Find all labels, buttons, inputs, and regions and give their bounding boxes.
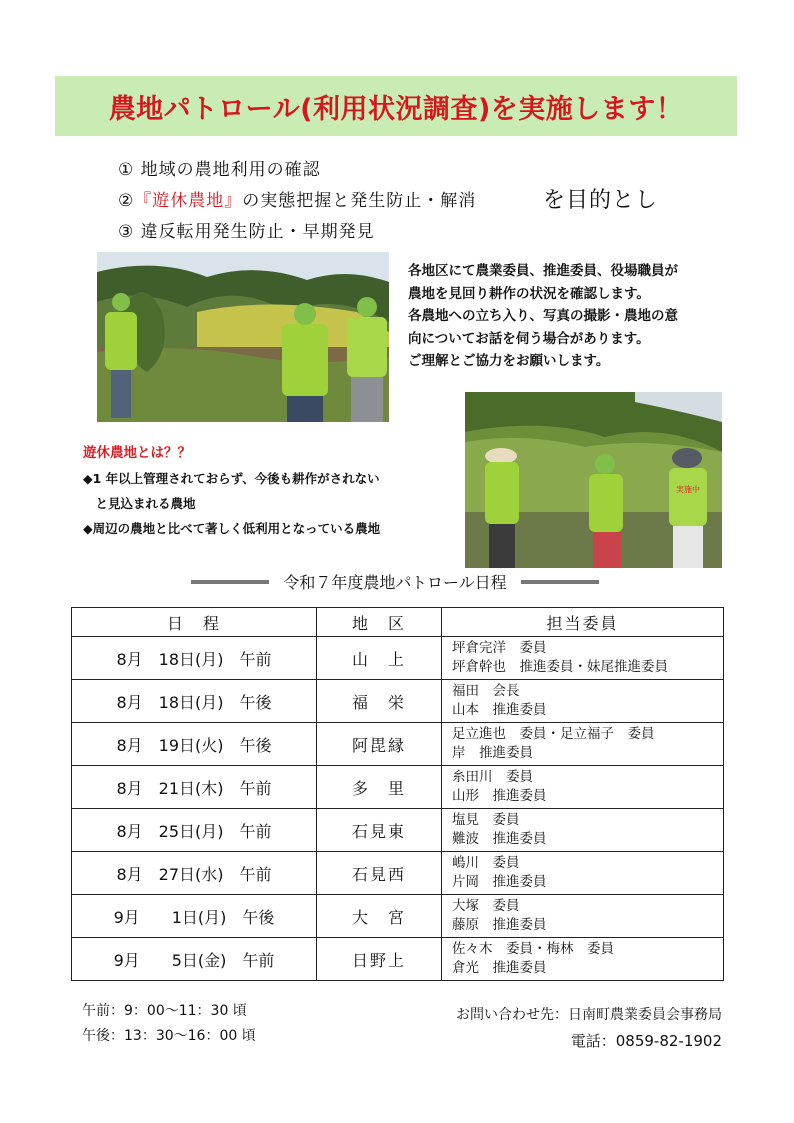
row-members [442, 809, 724, 852]
member-line: 大塚 委員 [452, 898, 520, 914]
row-members [442, 680, 724, 723]
table-row [72, 938, 724, 981]
row-date: 9月 5日(金) 午前 [72, 938, 317, 981]
member-line: 足立進也 委員・足立福子 委員 [452, 726, 655, 742]
table-header-row [72, 608, 724, 637]
page-title: 農地パトロール(利用状況調査)を実施します！ [108, 93, 684, 125]
member-line: 片岡 推進委員 [452, 874, 547, 890]
contact-phone: 電話：0859-82-1902 [570, 1032, 722, 1050]
header-members: 担当委員 [442, 608, 724, 637]
title-banner [55, 76, 737, 136]
patrol-photo-2 [465, 392, 722, 568]
time-am: 午前：9：00～11：30 頃 [82, 1003, 247, 1019]
intro-line: 向についてお話を伺う場合があります。 [408, 330, 650, 347]
table-row [72, 723, 724, 766]
purpose-text: の実態把握と発生防止・解消 [242, 191, 477, 211]
row-date: 8月 21日(木) 午前 [72, 766, 317, 809]
idle-farmland-line: と見込まれる農地 [83, 496, 196, 511]
table-row [72, 680, 724, 723]
heading-rule-left [191, 580, 269, 584]
intro-text [408, 260, 768, 373]
heading-rule-right [521, 580, 599, 584]
idle-farmland-line: ◆1 年以上管理されておらず、今後も耕作がされない [83, 471, 380, 486]
member-line: 佐々木 委員・梅林 委員 [452, 941, 614, 957]
purpose-3 [118, 217, 375, 242]
member-line: 坪倉幹也 推進委員・妹尾推進委員 [452, 659, 668, 675]
purpose-1 [118, 155, 321, 180]
table-row [72, 852, 724, 895]
purpose-text: 違反転用発生防止・早期発見 [140, 222, 375, 242]
table-row [72, 809, 724, 852]
row-members [442, 723, 724, 766]
row-area: 大 宮 [317, 895, 442, 938]
member-line: 糸田川 委員 [452, 769, 533, 785]
member-line: 難波 推進委員 [452, 831, 547, 847]
intro-line: 農地を見回り耕作の状況を確認します。 [408, 285, 650, 302]
row-members [442, 766, 724, 809]
table-row [72, 637, 724, 680]
vest-label: 実施中 [676, 485, 700, 494]
member-line: 嶋川 委員 [452, 855, 520, 871]
time-pm: 午後：13：30～16：00 頃 [82, 1028, 256, 1044]
row-area: 多 里 [317, 766, 442, 809]
row-area: 阿毘縁 [317, 723, 442, 766]
member-line: 藤原 推進委員 [452, 917, 547, 933]
table-row [72, 895, 724, 938]
row-members [442, 637, 724, 680]
row-area: 福 栄 [317, 680, 442, 723]
row-date: 8月 19日(火) 午後 [72, 723, 317, 766]
purpose-number: ③ [118, 222, 135, 242]
row-members [442, 852, 724, 895]
row-area: 石見東 [317, 809, 442, 852]
header-area: 地 区 [317, 608, 442, 637]
row-date: 9月 1日(月) 午後 [72, 895, 317, 938]
row-area: 石見西 [317, 852, 442, 895]
purpose-highlight: 『遊休農地』 [134, 191, 243, 211]
row-date: 8月 27日(水) 午前 [72, 852, 317, 895]
intro-line: 各地区にて農業委員、推進委員、役場職員が [408, 263, 678, 279]
row-date: 8月 25日(月) 午前 [72, 809, 317, 852]
member-line: 塩見 委員 [452, 812, 520, 828]
schedule-table [71, 607, 724, 981]
row-date: 8月 18日(月) 午後 [72, 680, 317, 723]
member-line: 坪倉完洋 委員 [452, 640, 547, 656]
patrol-member-figure [485, 448, 519, 568]
purpose-2 [118, 186, 476, 211]
intro-line: ご理解とご協力をお願いします。 [408, 353, 610, 369]
purpose-text: 地域の農地利用の確認 [140, 160, 321, 180]
schedule-heading [170, 570, 620, 593]
purpose-suffix: を目的とし [543, 188, 659, 213]
purpose-number: ② [118, 191, 135, 211]
purpose-number: ① [118, 160, 135, 180]
member-line: 山本 推進委員 [452, 702, 547, 718]
schedule-title: 令和７年度農地パトロール日程 [283, 573, 507, 592]
row-date: 8月 18日(月) 午前 [72, 637, 317, 680]
contact-office: お問い合わせ先：日南町農業委員会事務局 [456, 1007, 722, 1023]
member-line: 岸 推進委員 [452, 745, 533, 761]
intro-line: 各農地への立ち入り、写真の撮影・農地の意 [408, 308, 678, 324]
row-members [442, 938, 724, 981]
member-line: 山形 推進委員 [452, 788, 547, 804]
header-date: 日 程 [72, 608, 317, 637]
patrol-photo-1 [97, 252, 389, 422]
member-line: 福田 会長 [452, 683, 520, 699]
member-line: 倉光 推進委員 [452, 960, 547, 976]
table-row [72, 766, 724, 809]
row-area: 山 上 [317, 637, 442, 680]
row-members [442, 895, 724, 938]
row-area: 日野上 [317, 938, 442, 981]
idle-farmland-line: ◆周辺の農地と比べて著しく低利用となっている農地 [83, 521, 381, 536]
idle-farmland-title: 遊休農地とは？？ [83, 445, 191, 461]
